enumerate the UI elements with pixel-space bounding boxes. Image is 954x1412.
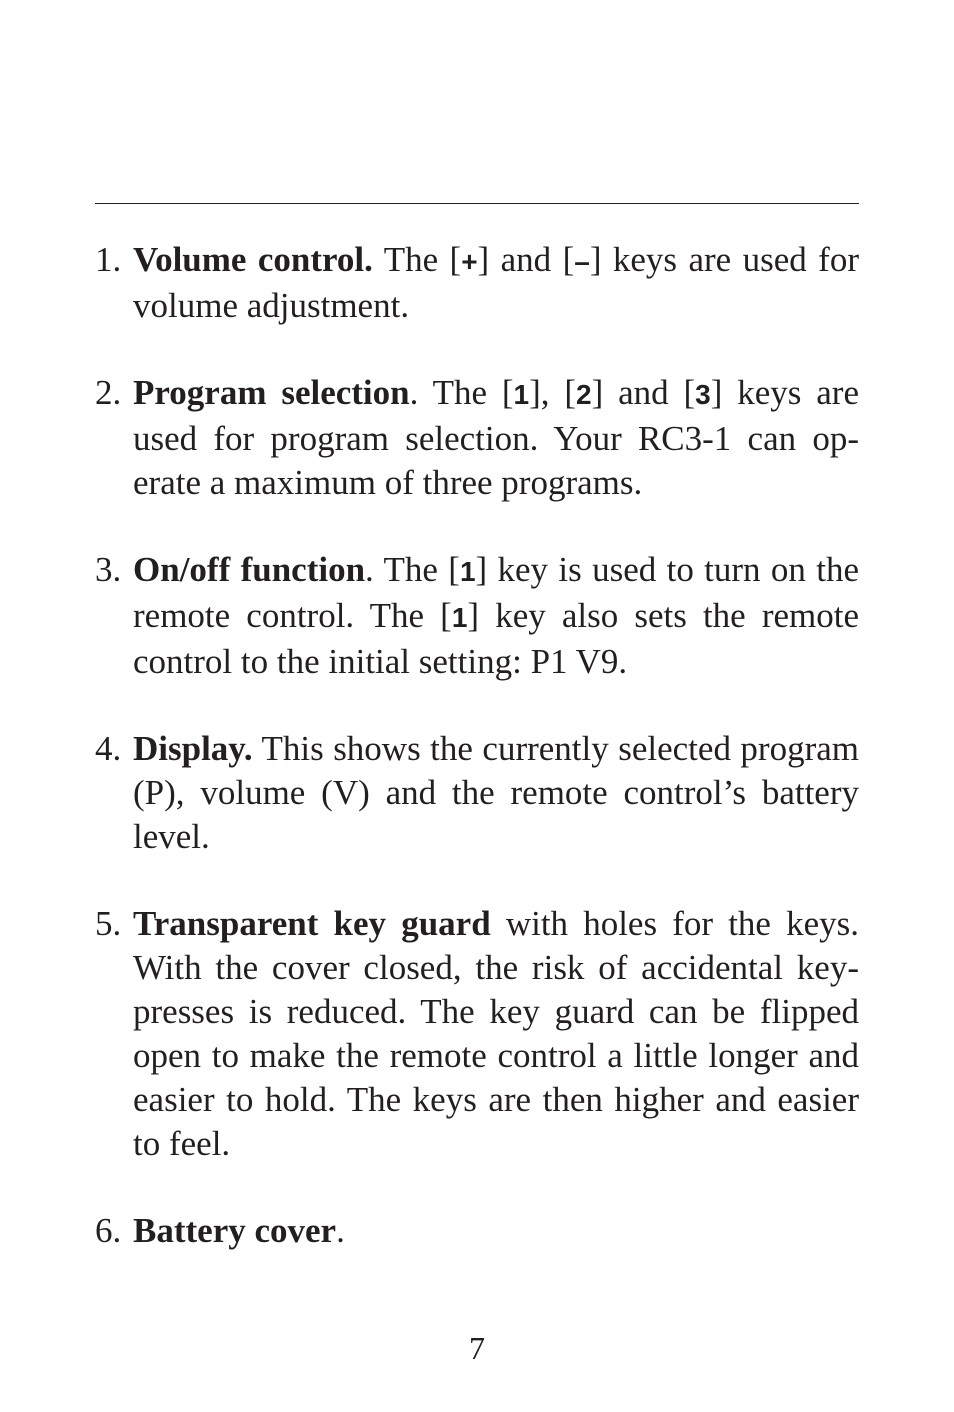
list-item-on-off-function <box>95 548 859 684</box>
item-title: On/off function <box>133 550 366 589</box>
item-text-part: . <box>336 1211 345 1250</box>
list-item-volume-control <box>95 238 859 328</box>
key-label-1: 1 <box>513 379 530 410</box>
item-text <box>133 727 859 859</box>
item-text-part: The [ <box>372 240 462 279</box>
item-text-part: This shows the currently selected program (P), volume (V) and the remote control’s battery level. <box>133 729 859 856</box>
list-item-program-selection <box>95 371 859 505</box>
item-title: Battery cover <box>133 1211 337 1250</box>
item-text-part: . The [ <box>409 373 514 412</box>
item-text <box>133 1209 859 1253</box>
item-text <box>133 548 859 684</box>
list-item-display <box>95 727 859 859</box>
item-text-part: . The [ <box>365 550 460 589</box>
top-rule <box>95 203 859 204</box>
item-text-part: ] keys are used for program selection. Your RC3-1 can operate a maximum of three programs. <box>133 373 859 502</box>
item-text <box>133 371 859 505</box>
item-title: Volume control. <box>133 240 373 279</box>
item-number: 3. <box>95 550 122 589</box>
item-text-part: ] and [ <box>591 373 696 412</box>
item-text-part: ] keys are used for volume adjustment. <box>133 240 859 325</box>
key-label-1: 1 <box>451 602 468 633</box>
item-text <box>133 902 859 1166</box>
item-text-part: ] key also sets the remote control to the initial setting: P1 V9. <box>133 596 859 681</box>
item-number: 4. <box>95 729 122 768</box>
item-text-part: ] key is used to turn on the remote control. The [ <box>133 550 859 635</box>
item-text-part: ] and [ <box>477 240 575 279</box>
item-number: 5. <box>95 904 122 943</box>
page-number: 7 <box>469 1330 485 1366</box>
item-text-part: with holes for the keys. With the cover closed, the risk of accidental keypresses is reduced. The key guard can be flipped open to make the remote control a little longer and easier to hold. The keys are then higher and easier to feel. <box>133 904 860 1163</box>
key-label-minus: – <box>574 246 590 277</box>
item-text-part: ], [ <box>529 373 577 412</box>
item-number: 2. <box>95 373 122 412</box>
key-label-plus: + <box>461 246 478 277</box>
numbered-list <box>95 238 859 1296</box>
key-label-2: 2 <box>576 379 592 410</box>
item-number: 6. <box>95 1211 122 1250</box>
item-number: 1. <box>95 240 122 279</box>
item-text <box>133 238 859 328</box>
list-item-battery-cover <box>95 1209 859 1253</box>
key-label-3: 3 <box>695 379 711 410</box>
key-label-1: 1 <box>459 556 476 587</box>
list-item-key-guard <box>95 902 859 1166</box>
item-title: Transparent key guard <box>133 904 491 943</box>
item-title: Program selection <box>133 373 410 412</box>
item-title: Display. <box>133 729 253 768</box>
